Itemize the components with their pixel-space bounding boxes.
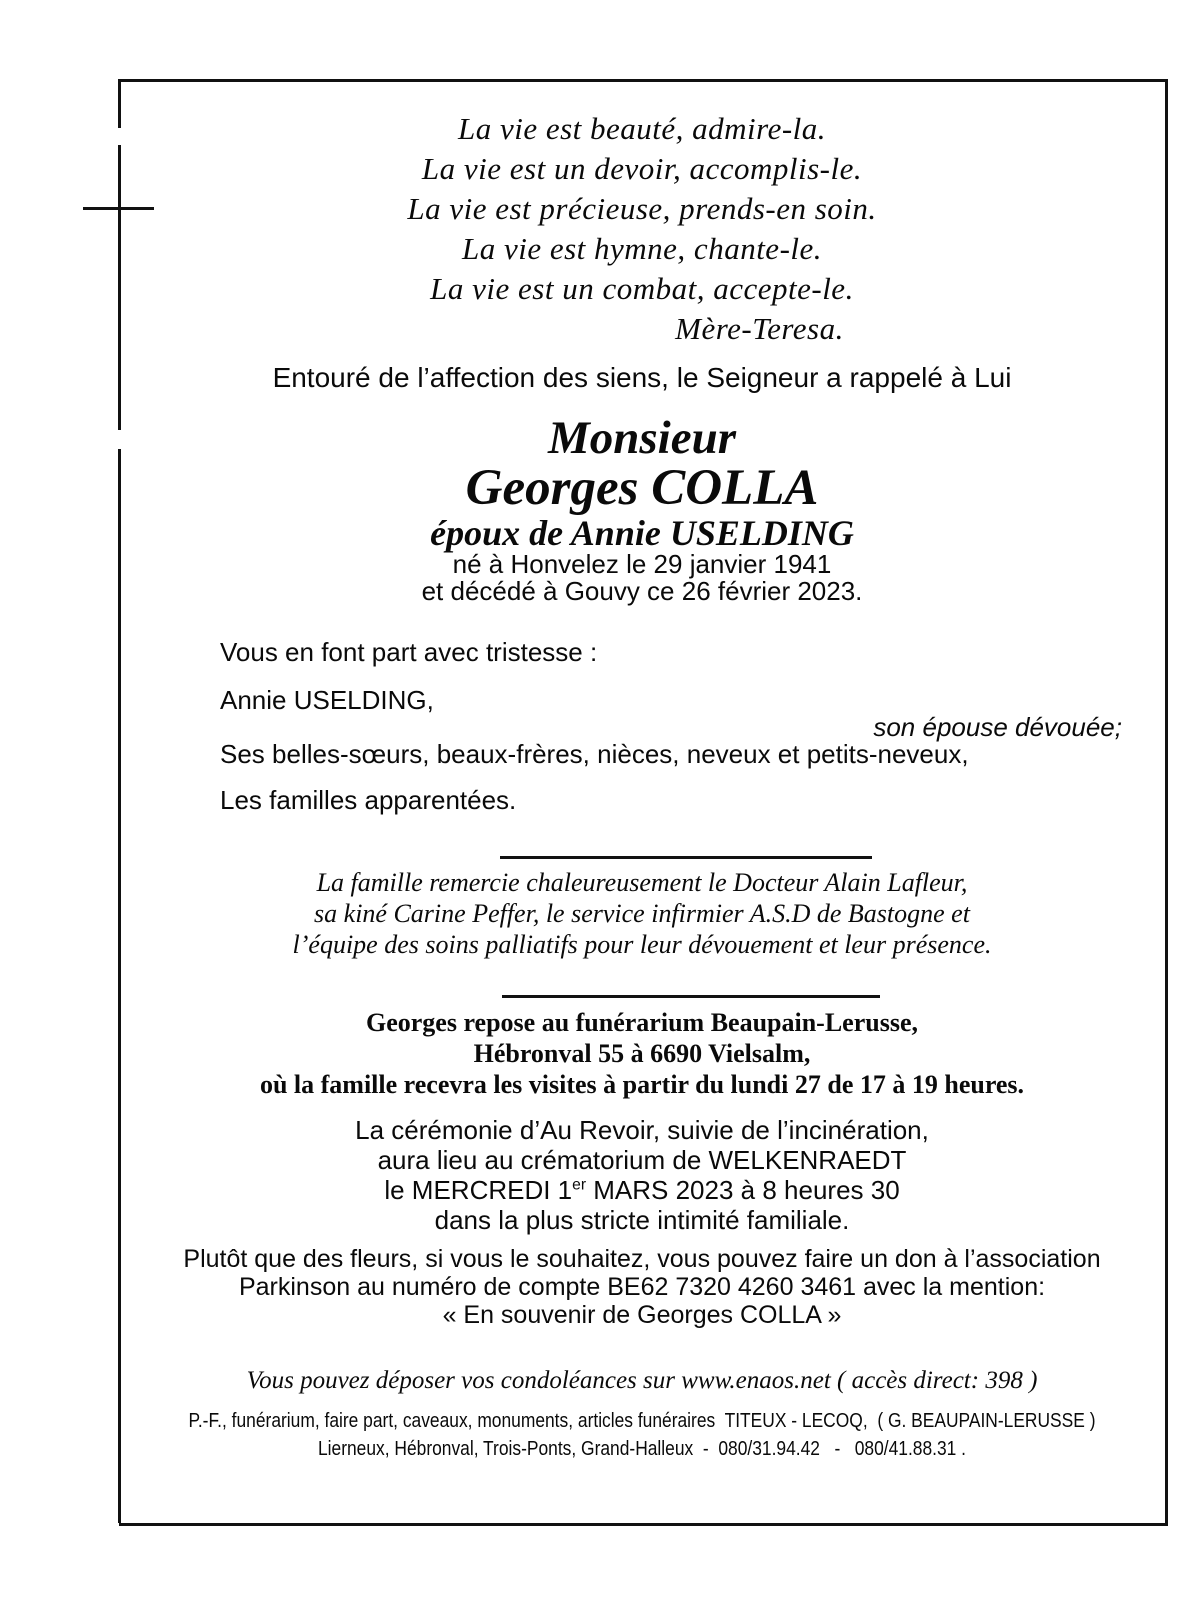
deceased-title: Monsieur <box>547 412 737 464</box>
deceased-spouse-line: époux de Annie USELDING <box>430 513 854 553</box>
repose-line: où la famille recevra les visites à partir du lundi 27 de 17 à 19 heures. <box>259 1070 1025 1099</box>
quote-line: La vie est beauté, admire-la. <box>457 111 827 146</box>
ceremony-date-pre: le MERCREDI 1 <box>384 1175 573 1205</box>
thanks-line: l’équipe des soins palliatifs pour leur dévouement et leur présence. <box>292 930 992 959</box>
ceremony-date-post: MARS 2023 à 8 heures 30 <box>586 1175 900 1205</box>
announcement-content <box>119 79 1165 1520</box>
repose-paragraph <box>119 1007 1165 1100</box>
deceased-name: Georges COLLA <box>465 460 819 516</box>
ceremony-date-ordinal: er <box>572 1176 587 1194</box>
ceremony-paragraph <box>119 1115 1165 1235</box>
footer-line: P.-F., funérarium, faire part, caveaux, monuments, articles funéraires TITEUX - LECOQ, ( G. BEAUPAIN-LERUSSE ) <box>188 1410 1096 1432</box>
donation-paragraph <box>119 1245 1165 1329</box>
announcement-intro: Vous en font part avec tristesse : <box>220 637 598 667</box>
announcement-wife-role: son épouse dévouée; <box>873 712 1122 742</box>
donation-line: Parkinson au numéro de compte BE62 7320 4260 3461 avec la mention: <box>238 1273 1046 1301</box>
quote-line: La vie est un combat, accepte-le. <box>430 271 854 306</box>
donation-line: Plutôt que des fleurs, si vous le souhaitez, vous pouvez faire un don à l’association <box>183 1245 1101 1273</box>
donation-line: « En souvenir de Georges COLLA » <box>442 1301 842 1329</box>
funeral-home-footer <box>187 1407 1097 1463</box>
intro-sentence: Entouré de l’affection des siens, le Seigneur a rappelé à Lui <box>272 362 1012 393</box>
repose-line: Georges repose au funérarium Beaupain-Lerusse, <box>366 1008 918 1037</box>
divider-bottom <box>502 995 880 998</box>
quote-attribution: Mère-Teresa. <box>675 311 844 346</box>
announcement-relatives: Ses belles-sœurs, beaux-frères, nièces, neveux et petits-neveux, <box>220 739 969 769</box>
opening-quote <box>119 109 1165 349</box>
announcement-families: Les familles apparentées. <box>220 785 517 815</box>
ceremony-line: aura lieu au crématorium de WELKENRAEDT <box>377 1145 907 1175</box>
condolences-line: Vous pouvez déposer vos condoléances sur www.enaos.net ( accès direct: 398 ) <box>246 1367 1038 1394</box>
thanks-line: La famille remercie chaleureusement le Docteur Alain Lafleur, <box>316 868 968 897</box>
footer-line: Lierneux, Hébronval, Trois-Ponts, Grand-Halleux - 080/31.94.42 - 080/41.88.31 . <box>317 1438 967 1460</box>
quote-line: La vie est hymne, chante-le. <box>461 231 823 266</box>
divider-top <box>500 856 872 859</box>
thanks-line: sa kiné Carine Peffer, le service infirmier A.S.D de Bastogne et <box>314 899 970 928</box>
ceremony-line: La cérémonie d’Au Revoir, suivie de l’incinération, <box>355 1115 929 1145</box>
repose-line: Hébronval 55 à 6690 Vielsalm, <box>473 1039 811 1068</box>
deceased-death-line: et décédé à Gouvy ce 26 février 2023. <box>421 576 863 606</box>
quote-line: La vie est précieuse, prends-en soin. <box>407 191 877 226</box>
announcement-wife: Annie USELDING, <box>220 685 434 715</box>
thanks-paragraph <box>119 867 1165 960</box>
ceremony-line: dans la plus stricte intimité familiale. <box>434 1205 850 1235</box>
quote-line: La vie est un devoir, accomplis-le. <box>421 151 863 186</box>
deceased-birth-line: né à Honvelez le 29 janvier 1941 <box>452 549 832 579</box>
ceremony-date-line <box>119 1175 1165 1205</box>
